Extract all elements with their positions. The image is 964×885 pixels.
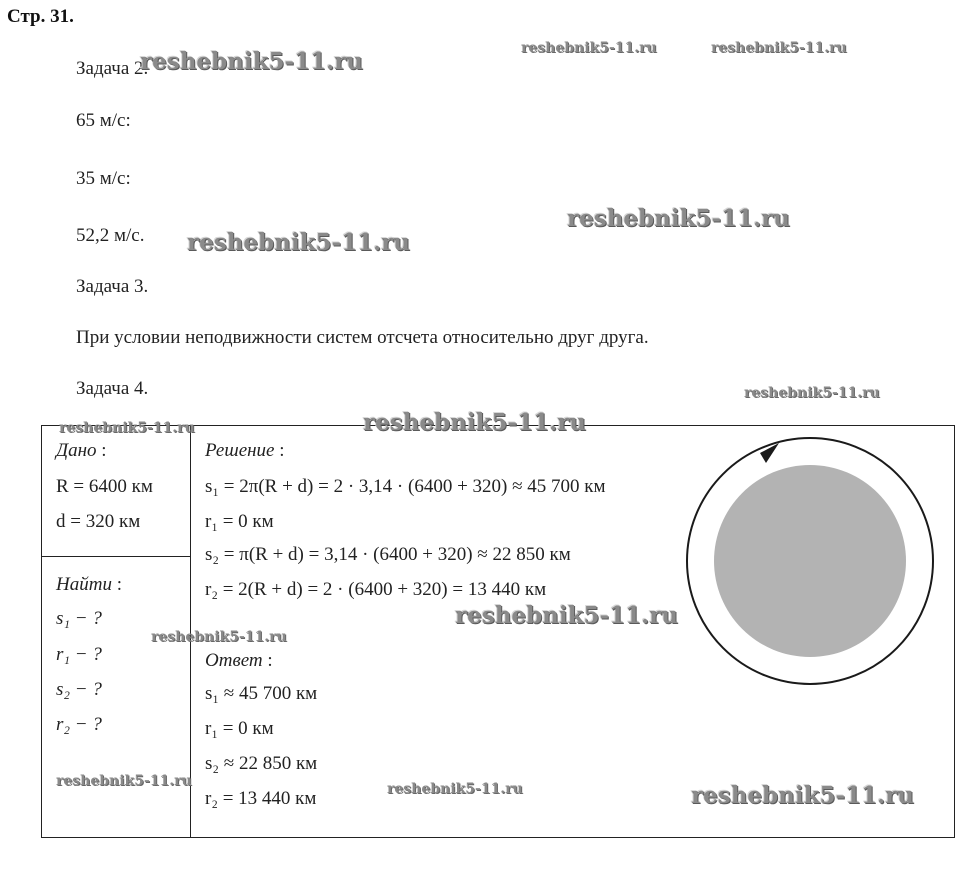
planet-circle (714, 465, 906, 657)
task2-line-1: 65 м/с: (76, 110, 131, 131)
task2-title: Задача 2. (76, 58, 149, 79)
solution-line-1: s₁ = 2π(R + d) = 2 · 3,14 · (6400 + 320) ≈ 45 700 км (205, 476, 606, 497)
task3-answer: При условии неподвижности систем отсчета относительно друг друга. (76, 327, 649, 348)
solution-label: Решение (205, 440, 275, 461)
orbit-diagram (680, 435, 940, 695)
watermark: reshebnik5-11.ru (691, 782, 914, 809)
solution-line-3: s₂ = π(R + d) = 3,14 · (6400 + 320) ≈ 22 850 км (205, 544, 571, 565)
task2-line-3: 52,2 м/с. (76, 225, 145, 246)
watermark: reshebnik5-11.ru (521, 40, 657, 56)
watermark: reshebnik5-11.ru (567, 205, 790, 232)
table-horizontal-divider (41, 556, 191, 557)
answer-colon: : (267, 650, 273, 671)
watermark: reshebnik5-11.ru (59, 420, 195, 436)
answer-line-4: r₂ = 13 440 км (205, 788, 317, 809)
find-label: Найти (56, 574, 112, 595)
task3-title: Задача 3. (76, 276, 149, 297)
orbit-arrow-icon (760, 443, 779, 463)
watermark: reshebnik5-11.ru (455, 602, 678, 629)
task2-line-2: 35 м/с: (76, 168, 131, 189)
given-label: Дано (56, 440, 97, 461)
find-item-3: s₂ − ? (56, 679, 102, 700)
given-colon: : (101, 440, 107, 461)
find-colon: : (116, 574, 122, 595)
solution-heading (205, 440, 285, 462)
solution-colon: : (279, 440, 285, 461)
find-heading (56, 574, 122, 596)
watermark: reshebnik5-11.ru (140, 48, 363, 75)
watermark: reshebnik5-11.ru (387, 781, 523, 797)
answer-line-1: s₁ ≈ 45 700 км (205, 683, 318, 704)
solution-line-2: r₁ = 0 км (205, 511, 274, 532)
find-item-4: r₂ − ? (56, 714, 102, 735)
task4-title: Задача 4. (76, 378, 149, 399)
watermark: reshebnik5-11.ru (187, 229, 410, 256)
answer-line-3: s₂ ≈ 22 850 км (205, 753, 318, 774)
watermark: reshebnik5-11.ru (151, 629, 287, 645)
given-item-1: R = 6400 км (56, 476, 153, 497)
page-header: Стр. 31. (7, 6, 74, 27)
given-heading (56, 440, 107, 462)
watermark: reshebnik5-11.ru (744, 385, 880, 401)
given-item-2: d = 320 км (56, 511, 141, 532)
solution-line-4: r₂ = 2(R + d) = 2 · (6400 + 320) = 13 440 км (205, 579, 547, 600)
watermark: reshebnik5-11.ru (711, 40, 847, 56)
answer-line-2: r₁ = 0 км (205, 718, 274, 739)
find-item-2: r₁ − ? (56, 644, 102, 665)
answer-heading (205, 650, 273, 672)
answer-label: Ответ (205, 650, 263, 671)
watermark: reshebnik5-11.ru (56, 773, 192, 789)
watermark: reshebnik5-11.ru (363, 409, 586, 436)
find-item-1: s₁ − ? (56, 608, 102, 629)
